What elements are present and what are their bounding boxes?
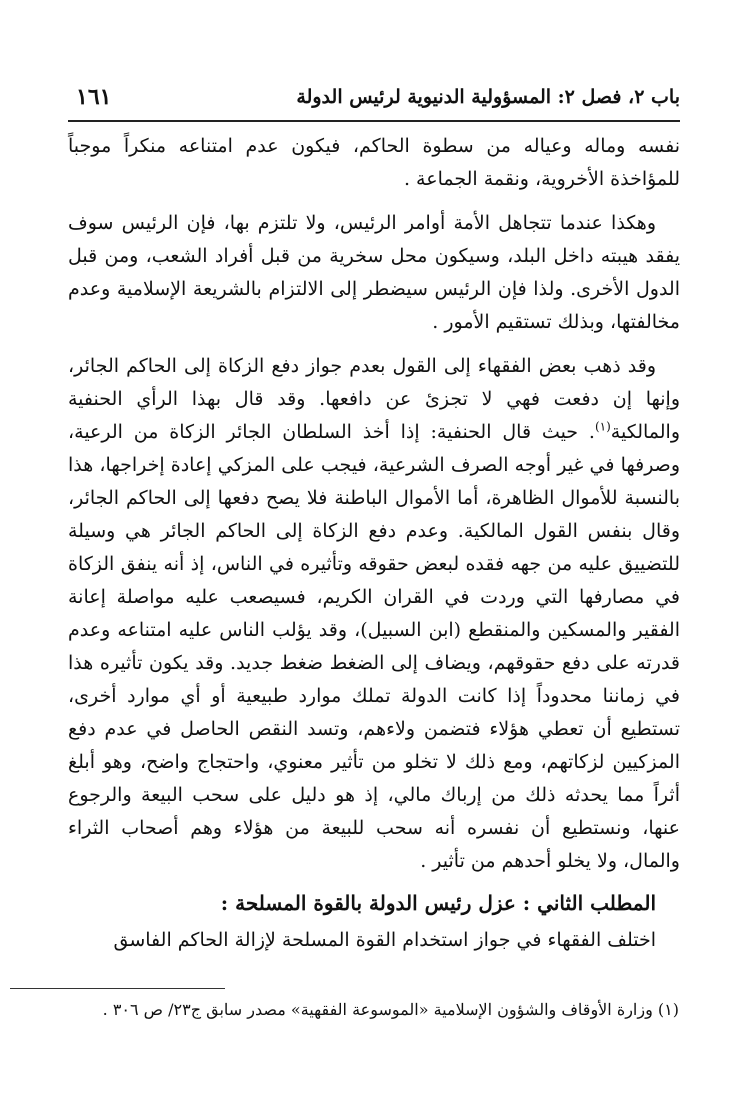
footnote-divider [10, 988, 225, 989]
section-heading: المطلب الثاني : عزل رئيس الدولة بالقوة المسلحة : [220, 891, 656, 915]
page-number: ١٦١ [76, 84, 112, 110]
chapter-title: باب ٢، فصل ٢: المسؤولية الدنيوية لرئيس الدولة [296, 86, 680, 108]
page-body [68, 130, 680, 957]
paragraph-3-part-2: . حيث قال الحنفية: إذا أخذ السلطان الجائر الزكاة من الرعية، وصرفها في غير أوجه الصرف الشرعية، فيجب على المزكي إعادة إخراجها، هذا بالنسبة للأموال الظاهرة، أما الأموال الباطنة فلا يصح دفعها إلى الحاكم الجائر، وقال بنفس القول المالكية. وعدم دفع الزكاة إلى الحاكم الجائر هي وسيلة للتضييق عليه من جهه فقده لبعض حقوقه وتأثيره في الناس، إذ أنه ينفق الزكاة في مصارفها التي وردت في القران الكريم، فسيصعب عليه مواصلة إعانة الفقير والمسكين والمنقطع (ابن السبيل)، وقد يؤلب الناس عليه امتناعه وعدم قدرته على دفع حقوقهم، ويضاف إلى الضغط ضغط جديد. وقد يكون تأثيره هذا في زماننا محدوداً إذا كانت الدولة تملك موارد طبيعية أو أي موارد أخرى، تستطيع أن تعطي هؤلاء فتضمن ولاءهم، وتسد النقص الحاصل في عدم دفع المزكيين لزكاتهم، ومع ذلك لا تخلو من تأثير معنوي، واحتجاج واضح، وهو أبلغ أثراً مما يحدثه ذلك من إرباك مالي، إذ هو دليل على سحب البيعة والرجوع عنها، ونستطيع أن نفسره أنه سحب للبيعة من هؤلاء وهم أصحاب الثراء والمال، ولا يخلو أحدهم من تأثير . [68, 421, 680, 872]
paragraph-4: اختلف الفقهاء في جواز استخدام القوة المسلحة لإزالة الحاكم الفاسق [113, 929, 656, 951]
paragraph-2: وهكذا عندما تتجاهل الأمة أوامر الرئيس، ولا تلتزم بها، فإن الرئيس سوف يفقد هيبته داخل البلد، وسيكون محل سخرية من قبل أفراد الشعب، ومن قبل الدول الأخرى. ولذا فإن الرئيس سيضطر إلى الالتزام بالشريعة الإسلامية وعدم مخالفتها، وبذلك تستقيم الأمور . [68, 212, 680, 333]
footnotes [79, 998, 679, 1022]
book-page [68, 80, 680, 957]
paragraph-3 [68, 350, 680, 878]
footnote-1: (١) وزارة الأوقاف والشؤون الإسلامية «الموسوعة الفقهية» مصدر سابق ج٢٣/ ص ٣٠٦ . [102, 1000, 679, 1019]
footnote-reference: (١) [594, 419, 611, 434]
paragraph-1: نفسه وماله وعياله من سطوة الحاكم، فيكون عدم امتناعه منكراً موجباً للمؤاخذة الأخروية، ونقمة الجماعة . [68, 135, 680, 190]
running-header [68, 80, 680, 122]
paragraph-3-part-1: وقد ذهب بعض الفقهاء إلى القول بعدم جواز دفع الزكاة إلى الحاكم الجائر، وإنها إن دفعت فهي لا تجزئ عن دافعها. وقد قال بهذا الرأي الحنفية والمالكية [68, 355, 680, 443]
